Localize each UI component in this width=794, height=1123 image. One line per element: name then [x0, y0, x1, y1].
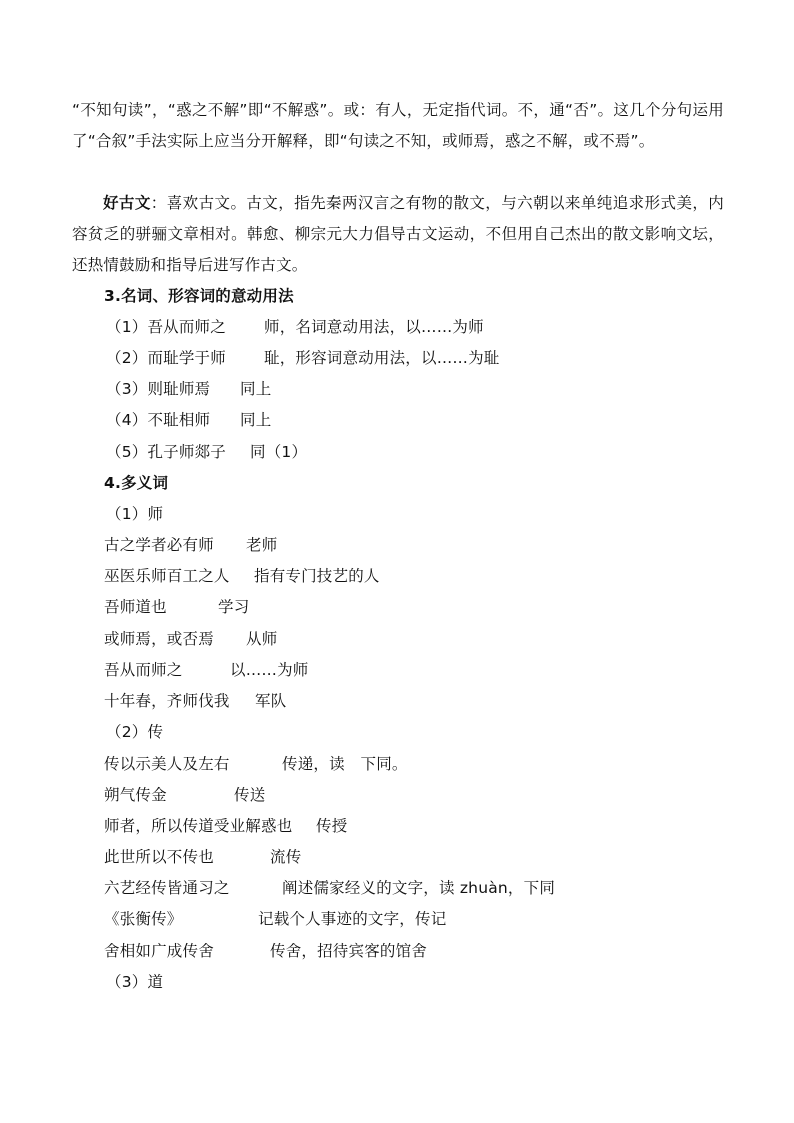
- entry-text: 此世所以不传也: [104, 848, 214, 866]
- paragraph-2: [72, 188, 724, 281]
- section-4-heading: 4.多义词: [104, 474, 169, 492]
- entry-text: 《张衡传》: [104, 910, 183, 928]
- group-3-label: （3）道: [106, 973, 164, 991]
- entry-text: 师者，所以传道受业解惑也: [104, 817, 293, 835]
- section-3-item-1-note: 师，名词意动用法，以……为师: [264, 318, 484, 336]
- paragraph-1-text: “不知句读”，“惑之不解”即“不解惑”。或：有人，无定指代词。不，通“否”。这几个分句运用了“合叙”手法实际上应当分开解释，即“句读之不知，或师焉，惑之不解，或不焉”。: [72, 101, 724, 150]
- section-3-item-3: [106, 374, 210, 405]
- entry-text: 古之学者必有师: [104, 536, 214, 554]
- entry-meaning: 记载个人事迹的文字，传记: [258, 910, 447, 928]
- entry-text: 六艺经传皆通习之: [104, 879, 230, 897]
- section-3-item-3-note: 同上: [240, 380, 272, 398]
- item-text: （5）孔子师郯子: [106, 443, 226, 461]
- entry-text: 十年春，齐师伐我: [104, 692, 230, 710]
- item-text: （3）则耻师焉: [106, 380, 211, 398]
- section-3-item-2-note: 耻，形容词意动用法，以……为耻: [264, 349, 500, 367]
- entry-meaning: 指有专门技艺的人: [254, 567, 380, 585]
- item-text: （2）而耻学于师: [106, 349, 226, 367]
- entry-meaning: 流传: [270, 848, 302, 866]
- entry-meaning: 传授: [316, 817, 348, 835]
- entry-text: 吾从而师之: [104, 661, 183, 679]
- section-3-heading: 3.名词、形容词的意动用法: [104, 287, 294, 305]
- group-2-label: （2）传: [106, 723, 164, 741]
- section-3-item-4-note: 同上: [240, 411, 272, 429]
- entry-text: 巫医乐师百工之人: [104, 567, 230, 585]
- entry-text: 或师焉，或否焉: [104, 630, 214, 648]
- section-3-item-1: [106, 312, 226, 343]
- paragraph-1: [72, 95, 724, 157]
- entry-meaning: 军队: [255, 692, 287, 710]
- entry-meaning: 从师: [246, 630, 278, 648]
- entry-text: 舍相如广成传舍: [104, 942, 214, 960]
- entry-text: 传以示美人及左右: [104, 755, 230, 773]
- section-3-item-4: [106, 405, 210, 436]
- section-3-item-2: [106, 343, 226, 374]
- entry-meaning: 传送: [234, 786, 266, 804]
- paragraph-2-text: ：喜欢古文。古文，指先秦两汉言之有物的散文，与六朝以来单纯追求形式美，内容贫乏的骈骊文章相对。韩愈、柳宗元大力倡导古文运动，不但用自己杰出的散文影响文坛，还热情鼓励和指导后进写作古文。: [72, 194, 725, 274]
- paragraph-2-term: 好古文: [103, 194, 151, 212]
- entry-meaning: 老师: [246, 536, 278, 554]
- item-text: （4）不耻相师: [106, 411, 211, 429]
- item-text: （1）吾从而师之: [106, 318, 226, 336]
- section-3-item-5: [106, 437, 226, 468]
- section-3-item-5-note: 同（1）: [250, 443, 308, 461]
- entry-meaning: 以……为师: [230, 661, 309, 679]
- entry-meaning: 传舍，招待宾客的馆舍: [270, 942, 428, 960]
- entry-meaning: 传递，读 下同。: [282, 755, 408, 773]
- entry-meaning: 学习: [218, 598, 250, 616]
- entry-meaning: 阐述儒家经义的文字，读 zhuàn，下同: [282, 879, 556, 897]
- group-1-label: （1）师: [106, 505, 164, 523]
- entry-text: 朔气传金: [104, 786, 167, 804]
- entry-text: 吾师道也: [104, 598, 167, 616]
